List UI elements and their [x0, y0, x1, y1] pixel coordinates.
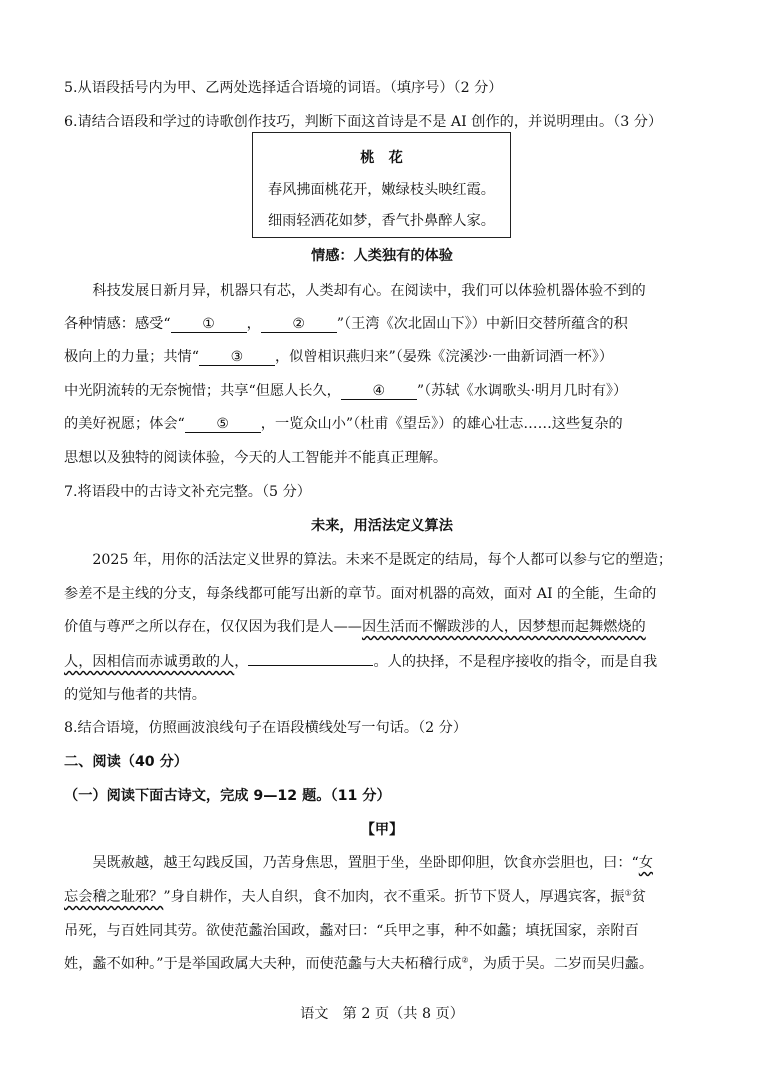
text-segment: ，	[234, 654, 249, 670]
footnote-marker-1: ①	[624, 888, 632, 898]
classic-line-3: 吊死，与百姓同其劳。欲使范蠡治国政，蠡对曰：“兵甲之事，种不如蠡；填抚国家，亲附百	[64, 923, 639, 939]
text-segment: ，似曾相识燕归来”（晏殊《浣溪沙·一曲新词酒一杯》）	[274, 349, 614, 365]
text-jia-label: 【甲】	[360, 822, 404, 838]
text-segment: ”身自耕作，夫人自织，食不加肉，衣不重采。折节下贤人，厚遇宾客，振	[163, 889, 625, 905]
wavy-underline-sentence: 女	[638, 855, 653, 871]
fill-blank-2: ②	[261, 316, 337, 333]
classic-line-4	[64, 954, 653, 974]
question-6: 6.请结合语段和学过的诗歌创作技巧，判断下面这首诗是不是 AI 创作的，并说明理由。（3 分）	[64, 114, 663, 130]
question-7: 7.将语段中的古诗文补充完整。（5 分）	[64, 484, 311, 500]
text-segment: 极向上的力量；共情“	[64, 349, 199, 365]
passage2-line-4	[64, 651, 657, 672]
text-segment: ，一览众山小”（杜甫《望岳》）的雄心壮志……这些复杂的	[260, 416, 623, 432]
page-footer: 语文 第 2 页（共 8 页）	[300, 1006, 464, 1022]
passage2-line-2: 参差不是主线的分支，每条线都可能写出新的章节。面对机器的高效，面对 AI 的全能，生命的	[64, 586, 657, 602]
fill-blank-1: ①	[171, 316, 247, 333]
text-segment: 的美好祝愿；体会“	[64, 416, 185, 432]
fill-blank-5: ⑤	[185, 416, 261, 433]
passage1-line-3	[64, 347, 613, 367]
poem-line-2: 细雨轻洒花如梦，香气扑鼻醉人家。	[267, 213, 495, 229]
text-segment: ”（王湾《次北固山下》）中新旧交替所蕴含的积	[336, 316, 628, 332]
footnote-marker-2: ②	[461, 955, 469, 965]
wavy-underline-sentence: 忘会稽之耻邪？	[64, 889, 164, 905]
subsection-1-heading: （一）阅读下面古诗文，完成 9—12 题。（11 分）	[64, 788, 391, 804]
text-segment: ，为质于吴。二岁而吴归蠡。	[468, 956, 654, 972]
classic-line-2	[64, 887, 646, 907]
text-segment: 价值与尊严之所以存在，仅仅因为我们是人——	[64, 619, 362, 635]
section-title-future: 未来，用活法定义算法	[311, 518, 453, 534]
text-segment: 吴既赦越，越王勾践反国，乃苦身焦思，置胆于坐，坐卧即仰胆，饮食亦尝胆也，曰：“	[64, 855, 639, 871]
text-segment: 。人的抉择，不是程序接收的指令，而是自我	[373, 654, 658, 670]
passage2-line-1: 2025 年，用你的活法定义世界的算法。未来不是既定的结局，每个人都可以参与它的塑造；	[64, 552, 673, 568]
poem-title: 桃 花	[360, 150, 403, 166]
passage1-line-2	[64, 314, 628, 334]
answer-blank-line	[248, 651, 373, 666]
passage1-line-1: 科技发展日新月异，机器只有芯，人类却有心。在阅读中，我们可以体验机器体验不到的	[64, 283, 646, 299]
passage1-line-6: 思想以及独特的阅读体验，今天的人工智能并不能真正理解。	[64, 450, 448, 466]
part-2-heading: 二、阅读（40 分）	[64, 754, 188, 770]
passage2-line-5: 的觉知与他者的共情。	[64, 687, 206, 703]
text-segment: 中光阴流转的无奈惋惜；共享“但愿人长久，	[64, 383, 341, 399]
section-title-emotion: 情感：人类独有的体验	[311, 248, 453, 264]
fill-blank-3: ③	[199, 349, 275, 366]
passage1-line-4	[64, 381, 627, 401]
text-segment: ”（苏轼《水调歌头·明月几时有》）	[416, 383, 628, 399]
question-8: 8.结合语境，仿照画波浪线句子在语段横线处写一句话。（2 分）	[64, 720, 468, 736]
poem-line-1: 春风拂面桃花开，嫩绿枝头映红霞。	[267, 182, 495, 198]
text-segment: ，	[246, 316, 261, 332]
text-segment: 各种情感：感受“	[64, 316, 171, 332]
passage2-line-3	[64, 617, 646, 637]
text-segment: 贫	[631, 889, 646, 905]
wavy-underline-sentence: 人，因相信而赤诚勇敢的人	[64, 654, 235, 670]
classic-line-1	[64, 853, 653, 873]
text-segment: 姓，蠡不如种。”于是举国政属大夫种，而使范蠡与大夫柘稽行成	[64, 956, 462, 972]
poem-box	[252, 132, 511, 238]
question-5: 5.从语段括号内为甲、乙两处选择适合语境的词语。（填序号）（2 分）	[64, 80, 503, 96]
fill-blank-4: ④	[341, 383, 417, 400]
wavy-underline-sentence: 因生活而不懈跋涉的人，因梦想而起舞燃烧的	[361, 619, 646, 635]
passage1-line-5	[64, 414, 623, 434]
